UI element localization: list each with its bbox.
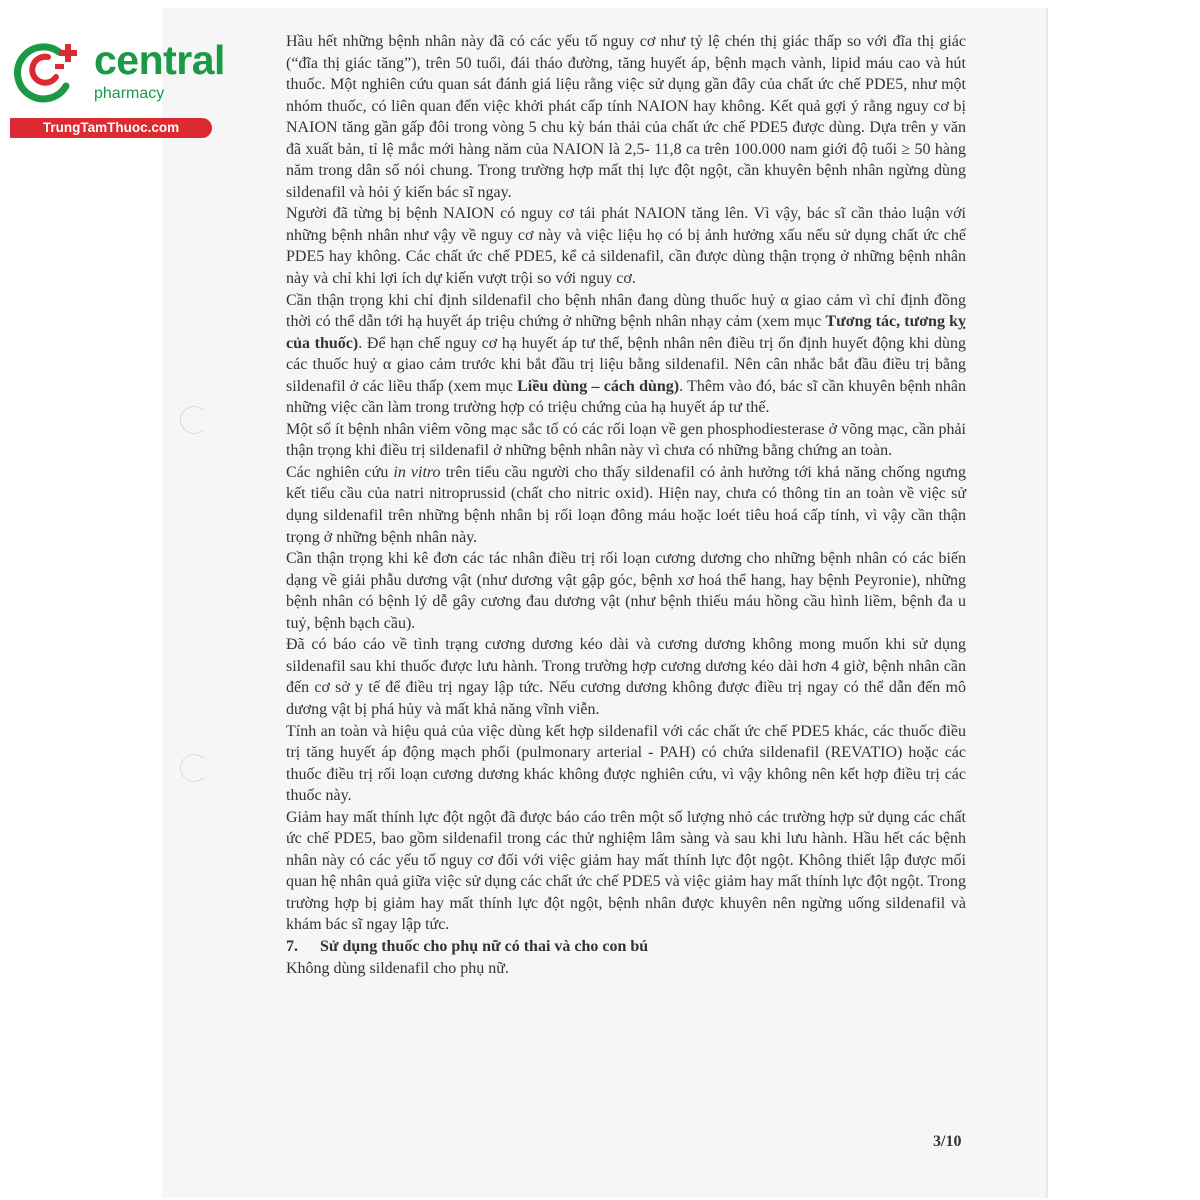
page-number: 3/10 <box>933 1133 962 1150</box>
italic-term: in vitro <box>393 463 441 481</box>
punch-hole <box>180 406 208 434</box>
document-body <box>286 31 966 979</box>
text-segment: Hầu hết những bệnh nhân này đã có các yếu tố nguy cơ như tỷ lệ chén thị giác thấp so với đĩa thị giác (“đĩa thị giác tăng”), trên 50 tuổi, đái tháo đường, tăng huyết áp, bệnh mạch vành, lipid máu cao và hút thuốc. Một nghiên cứu quan sát đánh giá liệu rằng việc sử dụng gần đây của chất ức chế PDE5, như một nhóm thuốc, có liên quan đến việc khởi phát cấp tính NAION hay không. Kết quả gợi ý rằng nguy cơ bị NAION tăng gần gấp đôi trong vòng 5 chu kỳ bán thải của chất ức chế PDE5 được dùng. Dựa trên y văn đã xuất bản, tỉ lệ mắc mới hàng năm của NAION là 2,5- 11,8 ca trên 100.000 nam giới độ tuổi ≥ 50 hàng năm trong dân số nói chung. Trong trường hợp mất thị lực đột ngột, cần khuyên bệnh nhân ngừng dùng sildenafil và hỏi ý kiến bác sĩ ngay. <box>286 33 966 201</box>
text-segment: Cần thận trọng khi chỉ định sildenafil cho bệnh nhân đang dùng thuốc huỷ α giao cảm vì chỉ định đồng thời có thể dẫn tới hạ huyết áp triệu chứng ở những bệnh nhân nhạy cảm (xem mục <box>286 291 966 331</box>
central-pharmacy-logo <box>10 36 225 140</box>
punch-hole <box>180 754 208 782</box>
paragraph-p8 <box>286 721 966 807</box>
paragraph-p5 <box>286 462 966 548</box>
brand-subtitle: pharmacy <box>94 85 165 102</box>
text-segment: Tính an toàn và hiệu quả của việc dùng kết hợp sildenafil với các chất ức chế PDE5 khác, các thuốc điều trị tăng huyết áp động mạch phổi (pulmonary arterial - PAH) có chứa sildenafil (REVATIO) hoặc các thuốc điều trị rối loạn cương dương khác không được nghiên cứu, vì vậy không nên kết hợp điều trị các thuốc này. <box>286 722 966 805</box>
text-segment: Cần thận trọng khi kê đơn các tác nhân điều trị rối loạn cương dương cho những bệnh nhân có các biến dạng về giải phẫu dương vật (như dương vật gập góc, bệnh xơ hoá thể hang, hay bệnh Peyronie), những bệnh nhân có bệnh lý dễ gây cương đau dương vật (như bệnh thiếu máu hồng cầu hình liềm, bệnh đa u tuỷ, bệnh bạch cầu). <box>286 550 966 632</box>
section-body: Không dùng sildenafil cho phụ nữ. <box>286 959 509 977</box>
text-segment: Đã có báo cáo về tình trạng cương dương kéo dài và cương dương không mong muốn khi sử dụng sildenafil sau khi thuốc được lưu hành. Trong trường hợp cương dương kéo dài hơn 4 giờ, bệnh nhân cần đến cơ sở y tế để điều trị ngay lập tức. Nếu cương dương không được điều trị ngay có thể dẫn đến mô dương vật bị phá hủy và mất khả năng vĩnh viễn. <box>286 636 966 718</box>
text-segment: trên tiểu cầu người cho thấy sildenafil có ảnh hưởng tới khả năng chống ngưng kết tiểu cầu của natri nitroprussid (chất cho nitric oxid). Hiện nay, chưa có thông tin an toàn về việc sử dụng sildenafil trên những bệnh nhân bị rối loạn đông máu hoặc loét tiêu hoá cấp tính, vì vậy cần thận trọng ở những bệnh nhân này. <box>286 463 966 546</box>
paragraph-p9 <box>286 807 966 936</box>
paragraph-p7 <box>286 634 966 720</box>
paragraph-p4 <box>286 419 966 462</box>
text-segment: Người đã từng bị bệnh NAION có nguy cơ tái phát NAION tăng lên. Vì vậy, bác sĩ cần thảo luận với những bệnh nhân như vậy về nguy cơ này và việc liệu họ có bị ảnh hưởng xấu nếu sử dụng chất ức chế PDE5 hay không. Các chất ức chế PDE5, kể cả sildenafil, cần được dùng thận trọng ở những bệnh nhân này và chỉ khi lợi ích dự kiến vượt trội so với nguy cơ. <box>286 205 966 288</box>
text-segment: . Thêm vào đó, bác sĩ cần khuyên bệnh nhân những việc cần làm trong trường hợp có triệu chứng của hạ huyết áp tư thế. <box>286 377 967 417</box>
paragraph-p3 <box>286 290 966 419</box>
bold-reference: Liều dùng – cách dùng) <box>517 377 680 395</box>
text-segment: Giảm hay mất thính lực đột ngột đã được báo cáo trên một số lượng nhỏ các trường hợp sử dụng các chất ức chế PDE5, bao gồm sildenafil trong các thử nghiệm lâm sàng và sau khi lưu hành. Hầu hết các bệnh nhân này có các yếu tố nguy cơ đối với việc giảm hay mất thính lực đột ngột. Không thiết lập được mối quan hệ nhân quả giữa việc sử dụng các chất ức chế PDE5 và việc giảm hay mất thính lực đột ngột. Trong trường hợp bị giảm hay mất thính lực đột ngột, bệnh nhân được khuyên nên ngừng uống sildenafil và khám bác sĩ ngay lập tức. <box>286 808 966 934</box>
paragraph-p2 <box>286 203 966 289</box>
section-number: 7. <box>286 937 298 955</box>
page-edge <box>1046 8 1048 1198</box>
brand-url-badge: TrungTamThuoc.com <box>10 118 212 138</box>
section-title: Sử dụng thuốc cho phụ nữ có thai và cho con bú <box>320 937 649 955</box>
text-segment: Một số ít bệnh nhân viêm võng mạc sắc tố có các rối loạn về gen phosphodiesterase ở võng mạc, cần phải thận trọng khi điều trị sildenafil ở những bệnh nhân này vì chưa có những bằng chứng an toàn. <box>286 420 966 460</box>
text-segment: . Để hạn chế nguy cơ hạ huyết áp tư thế, bệnh nhân nên điều trị ổn định huyết động khi dùng các thuốc huỷ α giao cảm trước khi bắt đầu trị liệu bằng sildenafil. Nên cân nhắc bắt đầu điều trị bằng sildenafil ở các liều thấp (xem mục <box>286 334 966 395</box>
section-heading <box>286 936 966 958</box>
text-segment: Các nghiên cứu <box>286 463 394 481</box>
paragraph-list <box>286 31 966 936</box>
bold-reference: Tương tác, tương kỵ của thuốc) <box>286 313 966 352</box>
paragraph-p6 <box>286 548 966 634</box>
pharmacy-cross-icon <box>10 40 80 106</box>
paragraph-p1 <box>286 31 966 203</box>
brand-name: central <box>94 37 225 83</box>
